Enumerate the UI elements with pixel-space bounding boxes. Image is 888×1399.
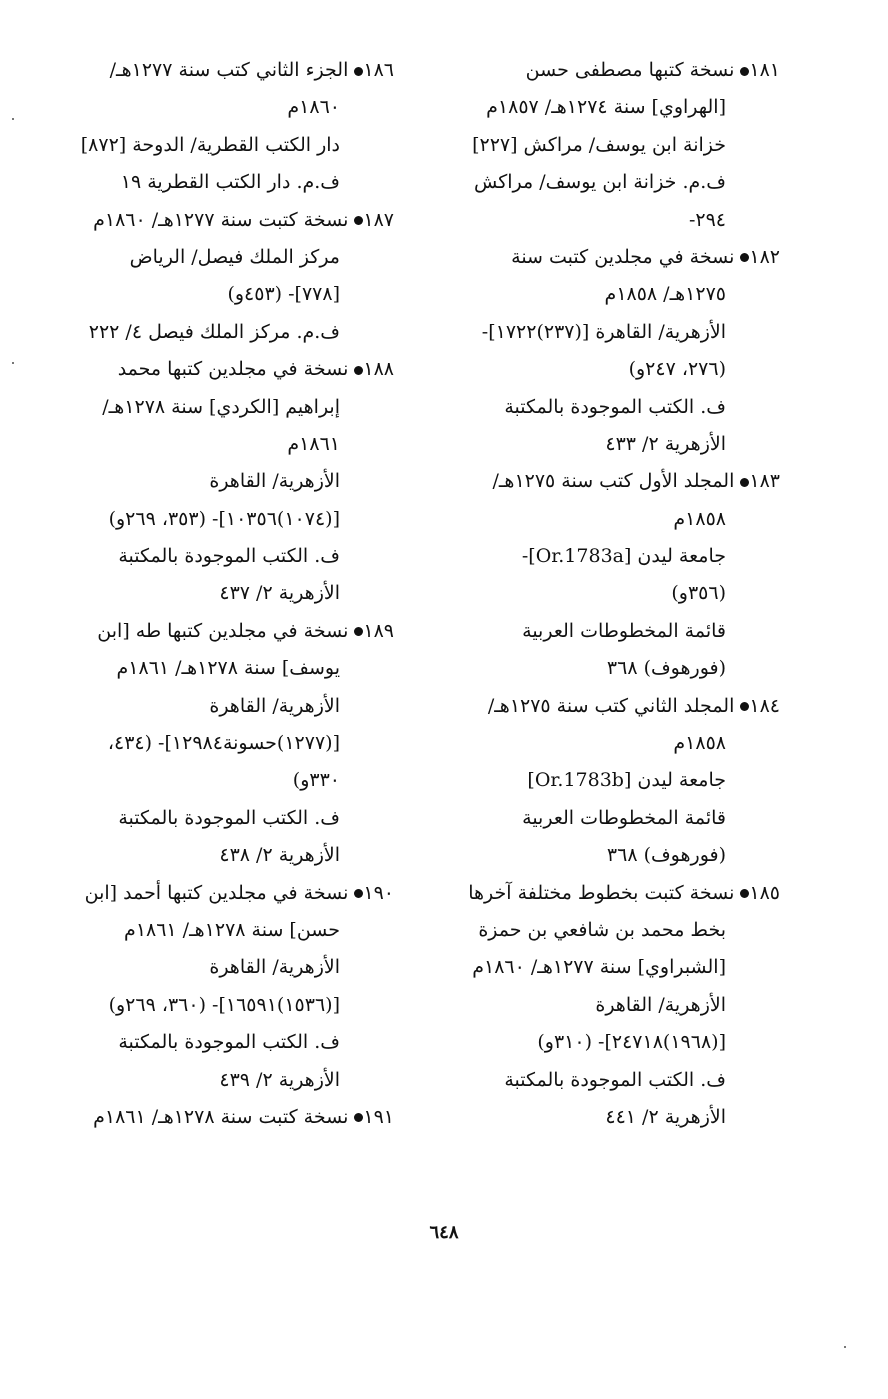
entry-line bbox=[445, 1099, 780, 1136]
entry-first-line bbox=[54, 52, 394, 89]
entry-text: الأزهرية ٢/ ٤٣٩ bbox=[219, 1068, 340, 1091]
entry-line bbox=[54, 912, 394, 949]
entry-first-line bbox=[445, 239, 780, 276]
entry-number: ١٨٤ bbox=[749, 694, 780, 717]
entry-line bbox=[54, 463, 394, 500]
entry-line bbox=[54, 276, 394, 313]
catalog-entry bbox=[445, 463, 780, 687]
entry-line bbox=[54, 314, 394, 351]
entry-text: جامعة ليدن [Or.1783b] bbox=[527, 769, 726, 792]
entry-first-line bbox=[54, 202, 394, 239]
entry-first-line bbox=[445, 463, 780, 500]
entry-number: ١٩١ bbox=[363, 1105, 394, 1128]
entry-line bbox=[445, 202, 780, 239]
entry-text: ف. الكتب الموجودة بالمكتبة bbox=[118, 1031, 340, 1054]
entry-text: [(١٠٧٤)١٠٣٥٦]- (٣٥٣، ٢٦٩و) bbox=[108, 507, 340, 530]
entry-line bbox=[445, 1062, 780, 1099]
entry-line bbox=[445, 164, 780, 201]
entry-line bbox=[54, 987, 394, 1024]
entry-line bbox=[54, 650, 394, 687]
entry-text: الأزهرية/ القاهرة [(٢٣٧)١٧٢٢]- bbox=[481, 320, 726, 343]
entry-text: نسخة كتبت سنة ١٢٧٧هـ/ ١٨٦٠م bbox=[93, 208, 349, 231]
catalog-entry bbox=[54, 52, 394, 202]
entry-line bbox=[54, 1024, 394, 1061]
entry-line bbox=[445, 314, 780, 351]
entry-text: [٧٧٨]- (٤٥٣و) bbox=[227, 283, 340, 306]
entry-text: ف. الكتب الموجودة بالمكتبة bbox=[118, 806, 340, 829]
catalog-entry bbox=[54, 351, 394, 613]
entry-line bbox=[54, 501, 394, 538]
entry-text: ١٨٦١م bbox=[287, 432, 340, 455]
entry-number: ١٨٣ bbox=[749, 470, 780, 493]
entry-number: ١٨٢ bbox=[749, 245, 780, 268]
entry-text: نسخة كتبت سنة ١٢٧٨هـ/ ١٨٦١م bbox=[93, 1105, 349, 1128]
entry-number: ١٨٩ bbox=[363, 619, 394, 642]
catalog-entry bbox=[54, 613, 394, 875]
entry-text: ١٨٦٠م bbox=[287, 96, 340, 119]
entry-line bbox=[445, 613, 780, 650]
entry-line bbox=[54, 725, 394, 762]
entry-text: يوسف] سنة ١٢٧٨هـ/ ١٨٦١م bbox=[116, 657, 340, 680]
entry-text: قائمة المخطوطات العربية bbox=[522, 806, 726, 829]
entry-line bbox=[445, 501, 780, 538]
entry-line bbox=[54, 239, 394, 276]
entry-text: (فورهوف) ٣٦٨ bbox=[606, 844, 726, 867]
catalog-entry bbox=[54, 1099, 394, 1136]
catalog-entry bbox=[445, 875, 780, 1137]
entry-text: المجلد الأول كتب سنة ١٢٧٥هـ/ bbox=[492, 470, 735, 493]
entry-text: ف. الكتب الموجودة بالمكتبة bbox=[118, 545, 340, 568]
entry-first-line bbox=[54, 1099, 394, 1136]
entry-text: [(١٢٧٧)حسونة١٢٩٨٤]- (٤٣٤، bbox=[107, 732, 340, 755]
entry-text: نسخة في مجلدين كتبت سنة bbox=[511, 245, 735, 268]
entry-text: [الشبراوي] سنة ١٢٧٧هـ/ ١٨٦٠م bbox=[472, 956, 726, 979]
entry-first-line bbox=[54, 613, 394, 650]
entry-line bbox=[445, 538, 780, 575]
entry-line bbox=[445, 575, 780, 612]
entry-first-line bbox=[445, 52, 780, 89]
entry-text: حسن] سنة ١٢٧٨هـ/ ١٨٦١م bbox=[124, 918, 340, 941]
catalog-entry bbox=[54, 202, 394, 352]
entry-line bbox=[54, 426, 394, 463]
entry-first-line bbox=[54, 351, 394, 388]
entry-number: ١٨٨ bbox=[363, 358, 394, 381]
entry-text: ١٢٧٥هـ/ ١٨٥٨م bbox=[604, 283, 726, 306]
entry-line bbox=[445, 89, 780, 126]
page-number: ٦٤٨ bbox=[429, 1222, 459, 1243]
entry-text: ف.م. مركز الملك فيصل ٤/ ٢٢٢ bbox=[88, 320, 340, 343]
entry-number: ١٨٥ bbox=[749, 881, 780, 904]
entry-text: الجزء الثاني كتب سنة ١٢٧٧هـ/ bbox=[109, 59, 349, 81]
entry-text: مركز الملك فيصل/ الرياض bbox=[129, 245, 340, 268]
entry-text: ٣٣٠و) bbox=[292, 769, 340, 792]
entry-text: نسخة كتبها مصطفى حسن bbox=[525, 59, 735, 81]
catalog-entry bbox=[445, 52, 780, 239]
entry-line bbox=[54, 538, 394, 575]
entry-line bbox=[445, 650, 780, 687]
entry-text: نسخة في مجلدين كتبها طه [ابن bbox=[97, 619, 349, 642]
entry-text: ف.م. خزانة ابن يوسف/ مراكش bbox=[473, 171, 726, 194]
entry-text: جامعة ليدن [Or.1783a]- bbox=[521, 545, 726, 568]
entry-text: ١٨٥٨م bbox=[673, 732, 726, 755]
entry-line bbox=[445, 837, 780, 874]
entry-text: (فورهوف) ٣٦٨ bbox=[606, 657, 726, 680]
entry-text: ١٨٥٨م bbox=[673, 507, 726, 530]
entry-line bbox=[445, 987, 780, 1024]
entry-line bbox=[445, 912, 780, 949]
entry-line bbox=[445, 1024, 780, 1061]
entry-text: نسخة في مجلدين كتبها أحمد [ابن bbox=[84, 881, 349, 904]
entry-line bbox=[54, 949, 394, 986]
catalog-entry bbox=[445, 239, 780, 463]
entry-text: [(١٩٦٨)٢٤٧١٨]- (٣١٠و) bbox=[537, 1031, 726, 1054]
entry-line bbox=[445, 725, 780, 762]
entry-number: ١٨٦ bbox=[363, 59, 394, 81]
scan-speck bbox=[12, 362, 14, 364]
entry-text: ٢٩٤- bbox=[688, 208, 726, 231]
entry-line bbox=[54, 1062, 394, 1099]
entry-text: إبراهيم [الكردي] سنة ١٢٧٨هـ/ bbox=[102, 395, 340, 418]
entry-text: الأزهرية/ القاهرة bbox=[209, 956, 340, 979]
entry-text: قائمة المخطوطات العربية bbox=[522, 619, 726, 642]
entry-text: (٢٧٦، ٢٤٧و) bbox=[628, 358, 726, 381]
right-column bbox=[445, 52, 780, 1136]
entry-text: بخط محمد بن شافعي بن حمزة bbox=[478, 918, 726, 941]
entry-text: ف.م. دار الكتب القطرية ١٩ bbox=[120, 171, 340, 194]
entry-text: الأزهرية/ القاهرة bbox=[209, 470, 340, 493]
entry-text: [(١٥٣٦)١٦٥٩١]- (٣٦٠، ٢٦٩و) bbox=[108, 993, 340, 1016]
entry-text: الأزهرية ٢/ ٤٣٣ bbox=[605, 432, 726, 455]
entry-text: الأزهرية ٢/ ٤٤١ bbox=[605, 1105, 726, 1128]
entry-text: الأزهرية/ القاهرة bbox=[209, 694, 340, 717]
entry-text: ف. الكتب الموجودة بالمكتبة bbox=[504, 1068, 726, 1091]
entry-text: الأزهرية ٢/ ٤٣٧ bbox=[219, 582, 340, 605]
entry-line bbox=[54, 164, 394, 201]
entry-line bbox=[54, 762, 394, 799]
entry-text: الأزهرية ٢/ ٤٣٨ bbox=[219, 844, 340, 867]
scan-speck bbox=[844, 1346, 846, 1348]
entry-line bbox=[54, 837, 394, 874]
entry-text: ف. الكتب الموجودة بالمكتبة bbox=[504, 395, 726, 418]
entry-number: ١٩٠ bbox=[363, 881, 394, 904]
entry-line bbox=[445, 800, 780, 837]
entry-text: (٣٥٦و) bbox=[671, 582, 726, 605]
entry-line bbox=[54, 389, 394, 426]
entry-line bbox=[54, 688, 394, 725]
scan-speck bbox=[12, 118, 14, 120]
entry-line bbox=[54, 800, 394, 837]
entry-first-line bbox=[54, 875, 394, 912]
catalog-entry bbox=[54, 875, 394, 1099]
entry-line bbox=[54, 575, 394, 612]
entry-line bbox=[445, 127, 780, 164]
entry-line bbox=[445, 762, 780, 799]
entry-first-line bbox=[445, 875, 780, 912]
entry-text: [الهراوي] سنة ١٢٧٤هـ/ ١٨٥٧م bbox=[486, 96, 726, 119]
catalog-entry bbox=[445, 688, 780, 875]
entry-line bbox=[445, 949, 780, 986]
entry-text: نسخة في مجلدين كتبها محمد bbox=[117, 358, 349, 381]
entry-number: ١٨٧ bbox=[363, 208, 394, 231]
entry-line bbox=[445, 351, 780, 388]
entry-line bbox=[445, 276, 780, 313]
entry-text: دار الكتب القطرية/ الدوحة [٨٧٢] bbox=[80, 133, 340, 156]
entry-line bbox=[445, 389, 780, 426]
entry-text: الأزهرية/ القاهرة bbox=[595, 993, 726, 1016]
left-column bbox=[54, 52, 394, 1136]
entry-number: ١٨١ bbox=[749, 59, 780, 81]
entry-text: خزانة ابن يوسف/ مراكش [٢٢٧] bbox=[472, 133, 726, 156]
entry-line bbox=[54, 89, 394, 126]
entry-line bbox=[445, 426, 780, 463]
entry-first-line bbox=[445, 688, 780, 725]
entry-line bbox=[54, 127, 394, 164]
entry-text: نسخة كتبت بخطوط مختلفة آخرها bbox=[468, 881, 735, 904]
entry-text: المجلد الثاني كتب سنة ١٢٧٥هـ/ bbox=[487, 694, 735, 717]
